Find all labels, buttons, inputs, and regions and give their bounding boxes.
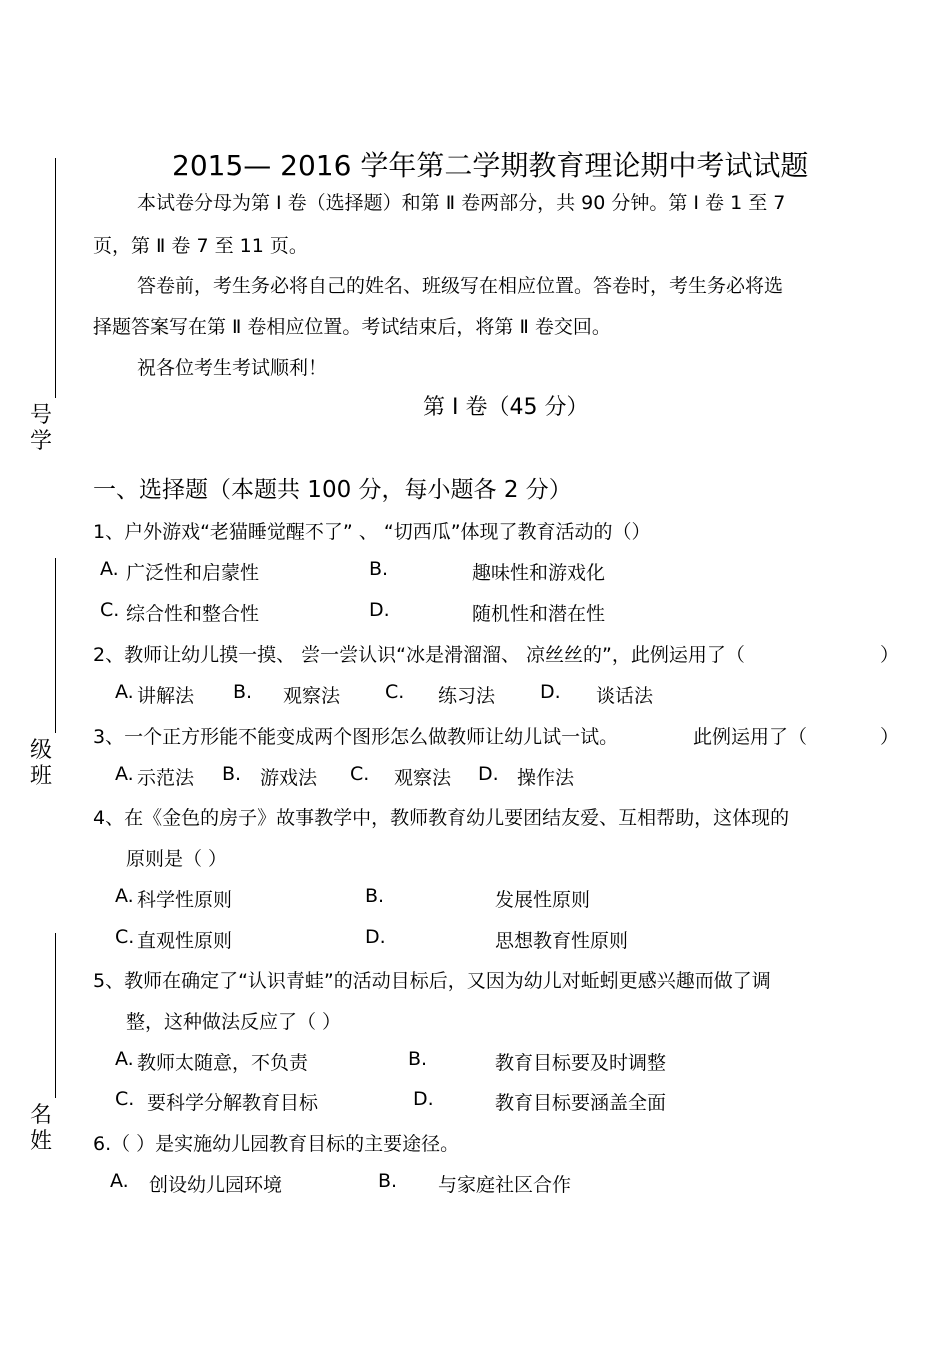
question-5-option-d-key: D.	[413, 1088, 434, 1110]
question-3-stem-tail: 此例运用了（	[693, 726, 808, 748]
question-1-option-a-key: A.	[100, 558, 119, 580]
question-5-stem: 5、教师在确定了“认识青蛙”的活动目标后，又因为幼儿对蚯蚓更感兴趣而做了调	[93, 970, 771, 992]
intro-line-4: 择题答案写在第 Ⅱ 卷相应位置。考试结束后，将第 Ⅱ 卷交回。	[93, 316, 611, 338]
question-4-option-d-text: 思想教育性原则	[495, 930, 629, 952]
question-4-option-a-text: 科学性原则	[137, 889, 233, 911]
question-4-option-c-key: C.	[115, 926, 135, 948]
question-5-option-c-key: C.	[115, 1088, 135, 1110]
question-3-option-c-key: C.	[350, 763, 370, 785]
intro-line-2: 页，第 Ⅱ 卷 7 至 11 页。	[93, 235, 308, 257]
part-heading: 第 Ⅰ 卷（45 分）	[423, 395, 589, 420]
question-2-option-a-key: A.	[115, 681, 134, 703]
question-2-option-b-text: 观察法	[283, 685, 341, 707]
question-1-option-b-text: 趣味性和游戏化	[472, 562, 606, 584]
question-4-option-c-text: 直观性原则	[137, 930, 233, 952]
question-6-option-a-text: 创设幼儿园环境	[149, 1174, 283, 1196]
question-3-close-paren: ）	[880, 726, 900, 748]
question-4-option-b-text: 发展性原则	[495, 889, 591, 911]
margin-line-bottom	[55, 933, 56, 1098]
question-3-option-b-text: 游戏法	[260, 767, 318, 789]
question-2-close-paren: ）	[880, 644, 900, 666]
question-1-option-d-text: 随机性和潜在性	[472, 603, 606, 625]
question-4-stem: 4、在《金色的房子》故事教学中，教师教育幼儿要团结友爱、互相帮助，这体现的	[93, 807, 790, 829]
question-1-option-c-text: 综合性和整合性	[126, 603, 260, 625]
question-3-option-a-key: A.	[115, 763, 134, 785]
question-3-option-c-text: 观察法	[394, 767, 452, 789]
question-3-stem: 3、一个正方形能不能变成两个图形怎么做教师让幼儿试一试。	[93, 726, 619, 748]
question-3-option-b-key: B.	[222, 763, 242, 785]
question-3-option-d-text: 操作法	[517, 767, 575, 789]
margin-label-name: 名 姓	[29, 1103, 52, 1154]
question-2-stem: 2、教师让幼儿摸一摸、 尝一尝认识“冰是滑溜溜、 凉丝丝的”，此例运用了（	[93, 644, 745, 666]
margin-label-class: 级 班	[29, 738, 52, 789]
question-6-option-a-key: A.	[110, 1170, 129, 1192]
question-5-option-d-text: 教育目标要涵盖全面	[495, 1092, 667, 1114]
question-4-option-d-key: D.	[365, 926, 386, 948]
question-4-option-a-key: A.	[115, 885, 134, 907]
margin-label-student-id: 号 学	[29, 403, 52, 454]
question-5-option-c-text: 要科学分解教育目标	[147, 1092, 319, 1114]
question-5-stem-continued: 整，这种做法反应了（ ）	[126, 1011, 342, 1033]
question-1-option-d-key: D.	[369, 599, 390, 621]
question-2-option-a-text: 讲解法	[137, 685, 195, 707]
question-2-option-b-key: B.	[233, 681, 253, 703]
question-5-option-b-text: 教育目标要及时调整	[495, 1052, 667, 1074]
question-2-option-d-key: D.	[540, 681, 561, 703]
intro-line-3: 答卷前，考生务必将自己的姓名、班级写在相应位置。答卷时，考生务必将选	[137, 275, 784, 297]
margin-line-middle	[55, 558, 56, 733]
question-5-option-b-key: B.	[408, 1048, 428, 1070]
question-4-stem-continued: 原则是（ ）	[126, 848, 228, 870]
question-1-option-c-key: C.	[100, 599, 120, 621]
intro-line-5: 祝各位考生考试顺利！	[137, 357, 328, 379]
question-5-option-a-key: A.	[115, 1048, 134, 1070]
question-4-option-b-key: B.	[365, 885, 385, 907]
question-1-stem: 1、户外游戏“老猫睡觉醒不了” 、 “切西瓜”体现了教育活动的（）	[93, 521, 651, 543]
exam-title: 2015— 2016 学年第二学期教育理论期中考试试题	[172, 149, 809, 182]
intro-line-1: 本试卷分母为第 Ⅰ 卷（选择题）和第 Ⅱ 卷两部分，共 90 分钟。第 Ⅰ 卷 1 至 7	[137, 192, 786, 214]
question-2-option-d-text: 谈话法	[596, 685, 654, 707]
question-1-option-b-key: B.	[369, 558, 389, 580]
question-2-option-c-key: C.	[385, 681, 405, 703]
question-6-option-b-key: B.	[378, 1170, 398, 1192]
question-3-option-d-key: D.	[478, 763, 499, 785]
section-heading: 一、选择题（本题共 100 分，每小题各 2 分）	[93, 477, 572, 503]
question-6-option-b-text: 与家庭社区合作	[438, 1174, 572, 1196]
question-5-option-a-text: 教师太随意，不负责	[137, 1052, 309, 1074]
question-6-stem: 6.（ ）是实施幼儿园教育目标的主要途径。	[93, 1133, 460, 1155]
question-3-option-a-text: 示范法	[137, 767, 195, 789]
question-2-option-c-text: 练习法	[438, 685, 496, 707]
question-1-option-a-text: 广泛性和启蒙性	[126, 562, 260, 584]
margin-line-top	[55, 158, 56, 398]
